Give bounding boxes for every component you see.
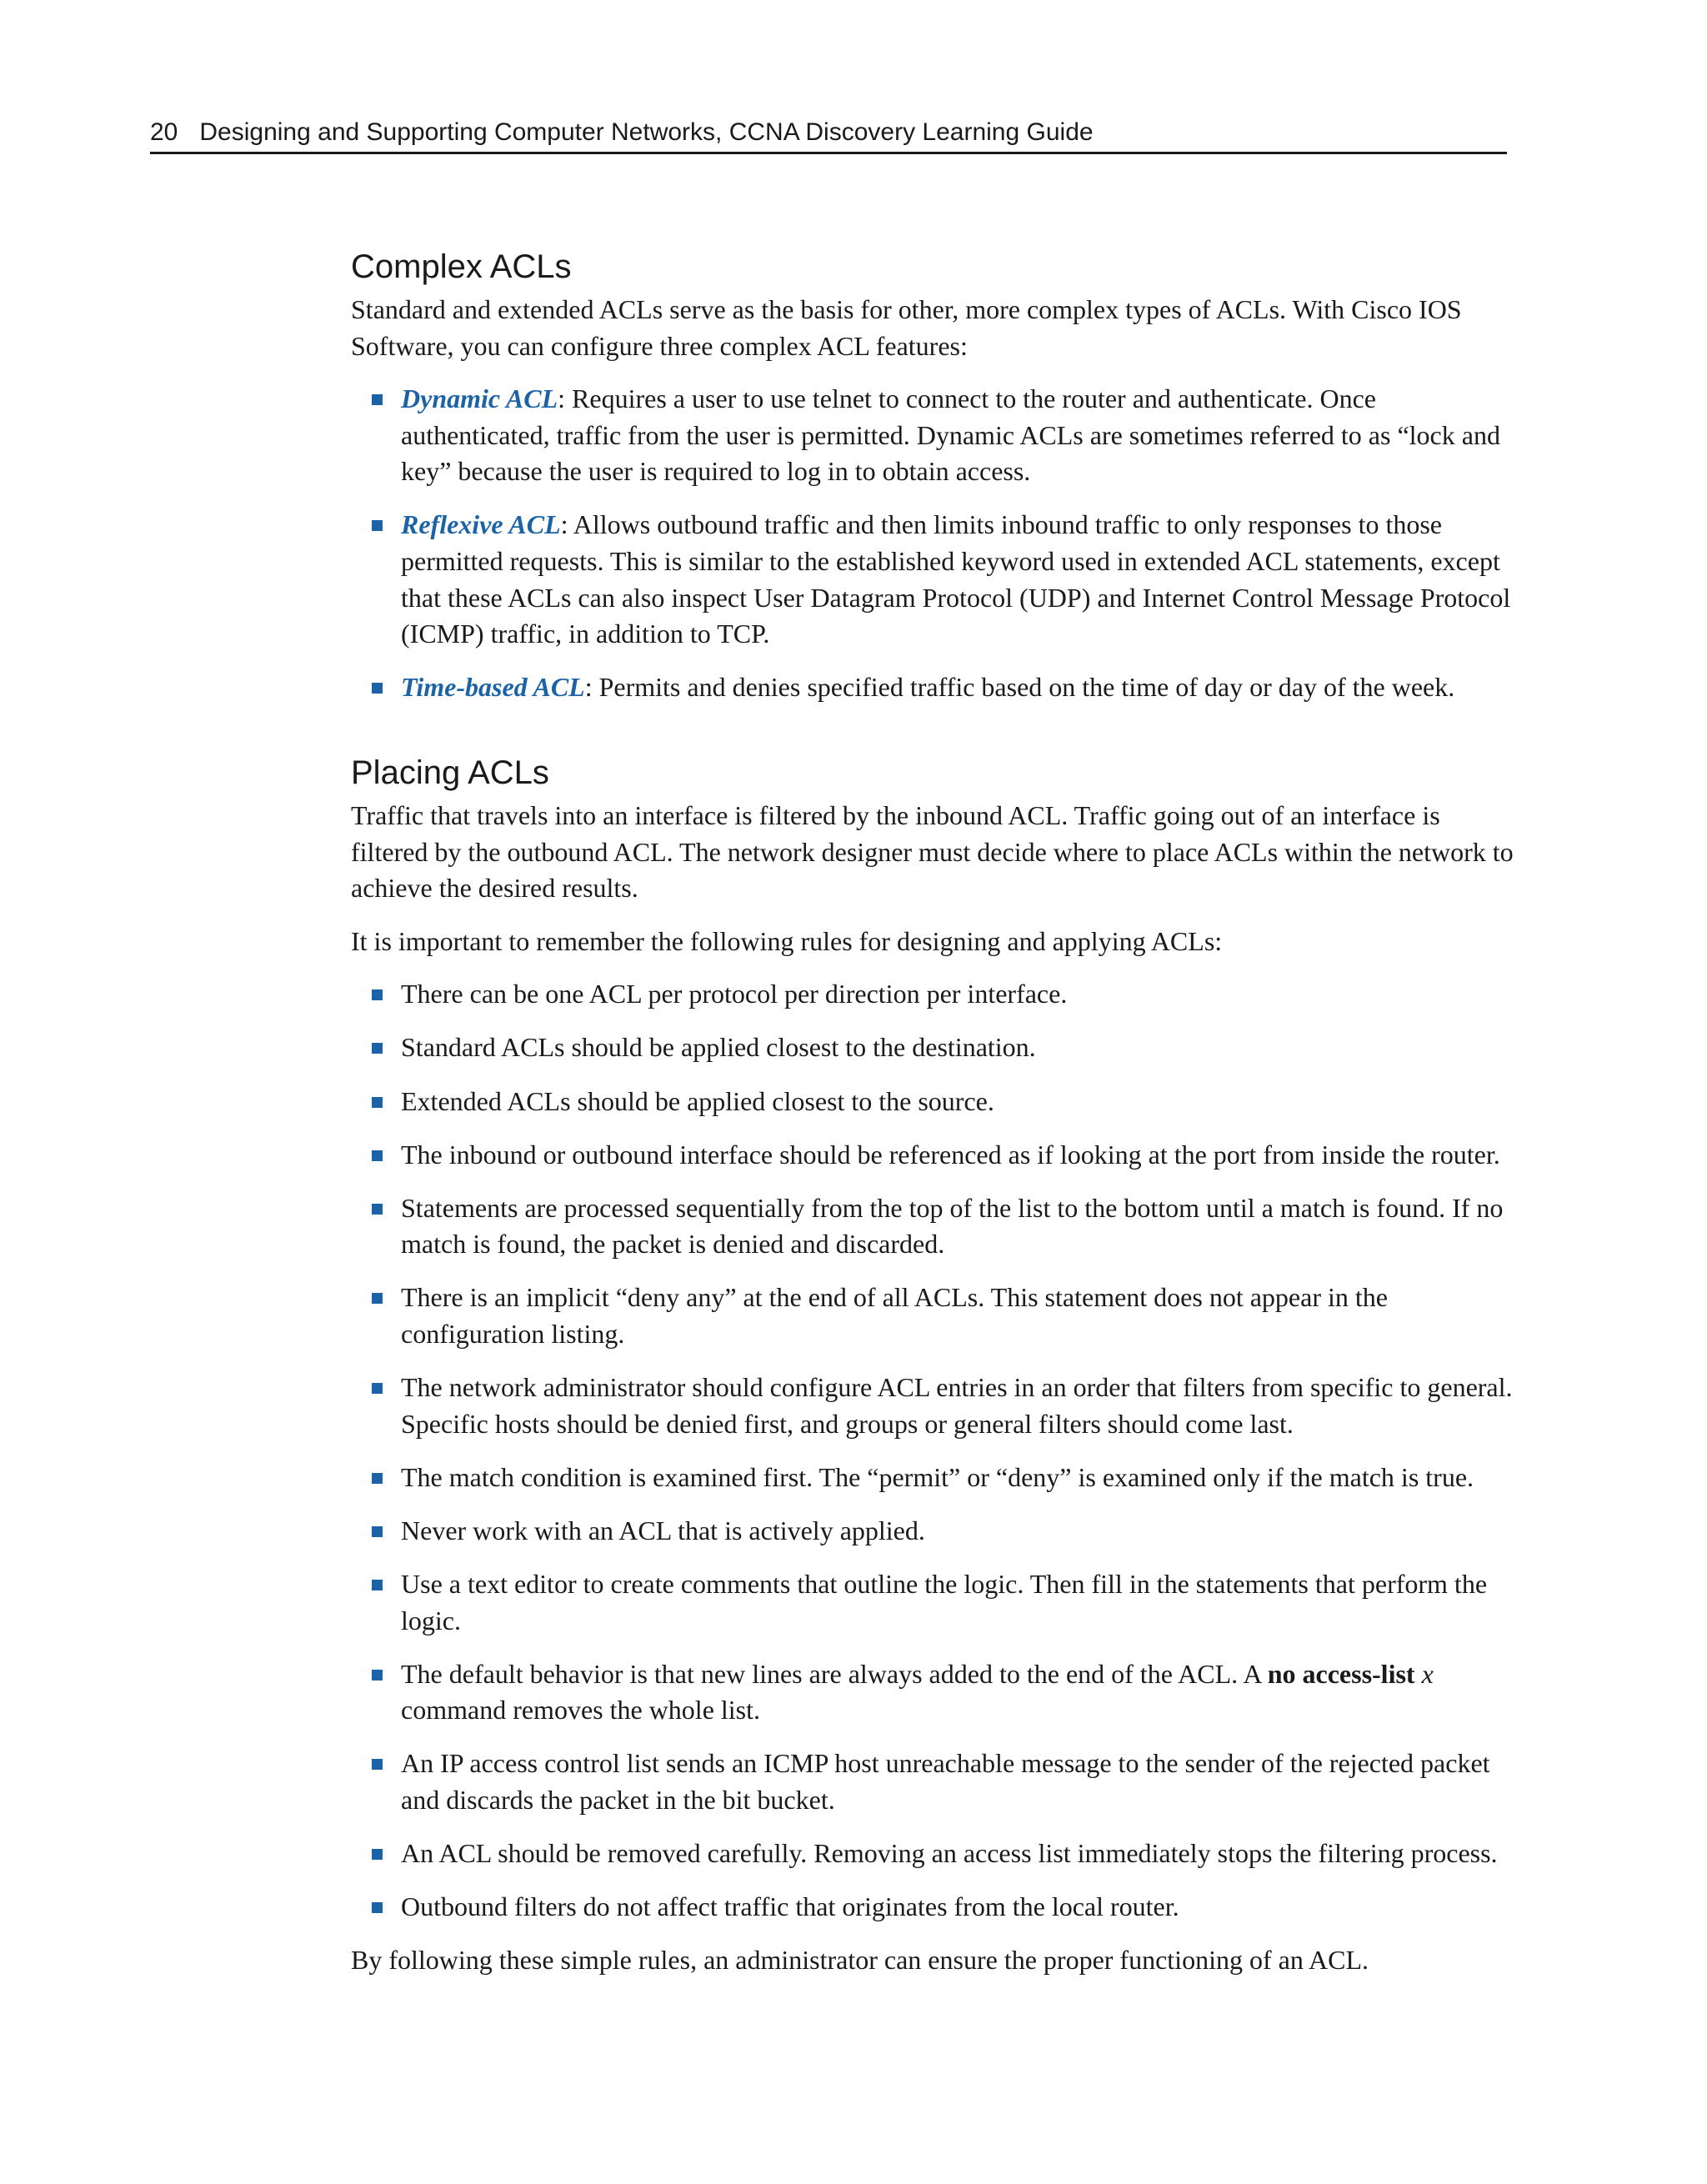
list-item — [351, 669, 1518, 706]
list-item — [351, 1190, 1518, 1263]
list-item — [351, 1513, 1518, 1550]
square-bullet-icon — [372, 1383, 383, 1394]
square-bullet-icon — [372, 1293, 383, 1304]
list-item — [351, 1889, 1518, 1926]
list-item — [351, 1460, 1518, 1496]
acl-rules-list — [351, 976, 1518, 1925]
square-bullet-icon — [372, 1473, 383, 1484]
page-number: 20 — [150, 118, 178, 146]
list-item-text: : Requires a user to use telnet to connect to the router and authenticate. Once authenticated, traffic from the user is permitted. Dynamic ACLs are sometimes referred to as “lock and key” because the user is required to log in to obtain access. — [401, 383, 1500, 487]
list-item — [351, 1137, 1518, 1174]
list-item-text: Use a text editor to create comments that outline the logic. Then fill in the statements that perform the logic. — [401, 1568, 1488, 1635]
list-item — [351, 1836, 1518, 1872]
list-item-text: : Allows outbound traffic and then limits inbound traffic to only responses to those permitted requests. This is similar to the established keyword used in extended ACL statements, except that these ACLs can also inspect User Datagram Protocol (UDP) and Internet Control Message Protocol (ICMP) traffic, in addition to TCP. — [401, 509, 1511, 649]
square-bullet-icon — [372, 520, 383, 531]
square-bullet-icon — [372, 394, 383, 405]
page-body — [351, 243, 1518, 1995]
list-item-text: The inbound or outbound interface should be referenced as if looking at the port from inside the router. — [401, 1139, 1500, 1170]
complex-acl-list — [351, 381, 1518, 706]
square-bullet-icon — [372, 1043, 383, 1054]
list-item-text: An ACL should be removed carefully. Removing an access list immediately stops the filtering process. — [401, 1838, 1498, 1868]
square-bullet-icon — [372, 1902, 383, 1913]
square-bullet-icon — [372, 1204, 383, 1215]
list-item-text: Never work with an ACL that is actively applied. — [401, 1515, 925, 1545]
term-reflexive-acl: Reflexive ACL — [401, 509, 561, 540]
list-item-text: There is an implicit “deny any” at the end of all ACLs. This statement does not appear in the configuration listing. — [401, 1282, 1388, 1349]
list-item-text: : Permits and denies specified traffic based on the time of day or day of the week. — [584, 672, 1455, 703]
square-bullet-icon — [372, 1670, 383, 1681]
term-time-based-acl: Time-based ACL — [401, 672, 585, 703]
list-item-text: An IP access control list sends an ICMP host unreachable message to the sender of the rejected packet and discards the packet in the bit bucket. — [401, 1748, 1490, 1815]
list-item — [351, 1566, 1518, 1639]
rules-intro: It is important to remember the following rules for designing and applying ACLs: — [351, 925, 1223, 956]
heading-complex-acls: Complex ACLs — [351, 248, 572, 285]
list-item-text: Statements are processed sequentially from the top of the list to the bottom until a match is found. If no match is found, the packet is denied and discarded. — [401, 1192, 1504, 1260]
term-dynamic-acl: Dynamic ACL — [401, 383, 558, 414]
list-item — [351, 381, 1518, 490]
list-item-text: The match condition is examined first. The “permit” or “deny” is examined only if the match is true. — [401, 1461, 1474, 1492]
list-item — [351, 1370, 1518, 1442]
square-bullet-icon — [372, 683, 383, 694]
list-item-text: command removes the whole list. — [401, 1695, 761, 1726]
list-item-text: The network administrator should configure ACL entries in an order that filters from specific to general. Specific hosts should be denied first, and groups or general filters should come last. — [401, 1372, 1513, 1439]
placing-acls-paragraph: Traffic that travels into an interface is filtered by the inbound ACL. Traffic going out of an interface is filtered by the outbound ACL. The network designer must decide where to place ACLs within the network to achieve the desired results. — [351, 799, 1514, 904]
complex-acls-intro: Standard and extended ACLs serve as the basis for other, more complex types of ACLs. With Cisco IOS Software, you can configure three complex ACL features: — [351, 294, 1462, 361]
square-bullet-icon — [372, 1526, 383, 1537]
square-bullet-icon — [372, 1150, 383, 1161]
list-item-text: The default behavior is that new lines are always added to the end of the ACL. A — [401, 1658, 1268, 1689]
list-item-text: Extended ACLs should be applied closest to the source. — [401, 1085, 994, 1116]
list-item — [351, 1746, 1518, 1818]
list-item-text: Standard ACLs should be applied closest to the destination. — [401, 1032, 1036, 1063]
list-item-text: Outbound filters do not affect traffic that originates from the local router. — [401, 1891, 1179, 1922]
list-item-text: There can be one ACL per protocol per direction per interface. — [401, 979, 1068, 1009]
book-title: Designing and Supporting Computer Networks, CCNA Discovery Learning Guide — [199, 118, 1094, 146]
running-header — [150, 113, 1507, 154]
list-item — [351, 976, 1518, 1013]
square-bullet-icon — [372, 1580, 383, 1590]
list-item — [351, 1280, 1518, 1352]
square-bullet-icon — [372, 1849, 383, 1860]
command-no-access-list: no access-list — [1267, 1658, 1415, 1689]
list-item — [351, 507, 1518, 652]
square-bullet-icon — [372, 989, 383, 1000]
square-bullet-icon — [372, 1759, 383, 1770]
list-item — [351, 1029, 1518, 1066]
heading-placing-acls: Placing ACLs — [351, 754, 549, 791]
list-item — [351, 1656, 1518, 1729]
command-variable: x — [1421, 1658, 1434, 1689]
square-bullet-icon — [372, 1097, 383, 1108]
list-item — [351, 1084, 1518, 1120]
closing-paragraph: By following these simple rules, an administrator can ensure the proper functioning of an ACL. — [351, 1944, 1369, 1975]
